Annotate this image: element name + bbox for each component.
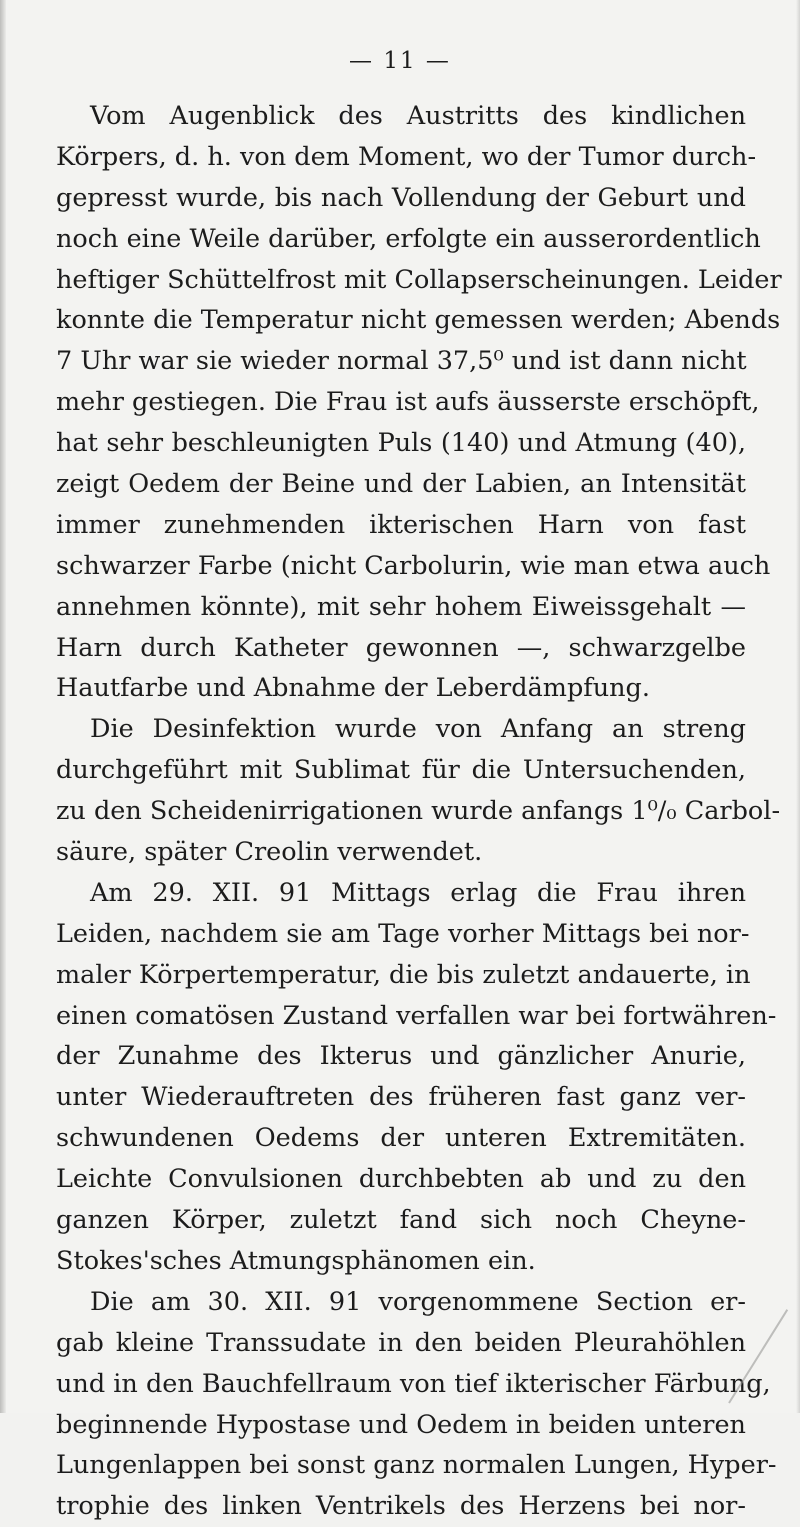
text-line-15: Hautfarbe und Abnahme der Leberdämpfung. xyxy=(56,673,650,704)
text-line-1: Vom Augenblick des Austritts des kindlichen xyxy=(90,101,746,131)
text-line-27: Leichte Convulsionen durchbebten ab und zu den xyxy=(56,1164,746,1195)
text-line-30: Die am 30. XII. 91 vorgenommene Section er- xyxy=(90,1286,746,1317)
text-line-6: konnte die Temperatur nicht gemessen werden; Abends xyxy=(56,305,781,336)
text-line-2: Körpers, d. h. von dem Moment, wo der Tumor durch- xyxy=(56,141,757,172)
text-line-35: trophie des linken Ventrikels des Herzens bei nor- xyxy=(56,1491,746,1522)
text-line-21: Leiden, nachdem sie am Tage vorher Mittags bei nor- xyxy=(56,918,750,949)
text-line-32: und in den Bauchfellraum von tief ikterischer Färbung, xyxy=(56,1368,771,1399)
text-line-5: heftiger Schüttelfrost mit Collapserscheinungen. Leider xyxy=(56,264,782,295)
page-number: — 11 — xyxy=(349,48,451,74)
text-line-18: zu den Scheidenirrigationen wurde anfangs 1⁰/₀ Carbol- xyxy=(56,796,781,827)
body-text xyxy=(56,96,782,1527)
text-line-7: 7 Uhr war sie wieder normal 37,5⁰ und ist dann nicht xyxy=(56,346,747,377)
text-line-17: durchgeführt mit Sublimat für die Untersuchenden, xyxy=(56,755,746,786)
text-line-29: Stokes'sches Atmungsphänomen ein. xyxy=(56,1245,536,1276)
page-right-edge-shadow xyxy=(796,0,800,1413)
text-line-31: gab kleine Transsudate in den beiden Pleurahöhlen xyxy=(56,1327,746,1358)
text-line-4: noch eine Weile darüber, erfolgte ein ausserordentlich xyxy=(56,223,761,254)
text-line-13: annehmen könnte), mit sehr hohem Eiweissgehalt — xyxy=(56,591,746,622)
text-line-12: schwarzer Farbe (nicht Carbolurin, wie man etwa auch xyxy=(56,550,771,581)
text-line-10: zeigt Oedem der Beine und der Labien, an Intensität xyxy=(56,469,746,500)
text-line-34: Lungenlappen bei sonst ganz normalen Lungen, Hyper- xyxy=(56,1450,777,1481)
text-line-9: hat sehr beschleunigten Puls (140) und Atmung (40), xyxy=(56,428,746,459)
text-line-26: schwundenen Oedems der unteren Extremitäten. xyxy=(56,1123,746,1154)
page-left-edge-shadow xyxy=(0,0,6,1413)
text-line-22: maler Körpertemperatur, die bis zuletzt andauerte, in xyxy=(56,959,751,990)
text-line-20: Am 29. XII. 91 Mittags erlag die Frau ihren xyxy=(90,877,746,908)
text-line-14: Harn durch Katheter gewonnen —, schwarzgelbe xyxy=(56,632,746,663)
text-line-33: beginnende Hypostase und Oedem in beiden unteren xyxy=(56,1409,746,1440)
text-line-24: der Zunahme des Ikterus und gänzlicher Anurie, xyxy=(56,1041,746,1072)
text-line-16: Die Desinfektion wurde von Anfang an streng xyxy=(90,714,746,745)
text-line-28: ganzen Körper, zuletzt fand sich noch Cheyne- xyxy=(56,1205,746,1236)
text-line-8: mehr gestiegen. Die Frau ist aufs äusserste erschöpft, xyxy=(56,387,760,418)
text-line-19: säure, später Creolin verwendet. xyxy=(56,837,483,868)
text-line-23: einen comatösen Zustand verfallen war bei fortwähren- xyxy=(56,1000,777,1031)
text-line-25: unter Wiederauftreten des früheren fast ganz ver- xyxy=(56,1082,746,1113)
text-line-11: immer zunehmenden ikterischen Harn von fast xyxy=(56,509,746,540)
text-line-3: gepresst wurde, bis nach Vollendung der Geburt und xyxy=(56,182,746,213)
